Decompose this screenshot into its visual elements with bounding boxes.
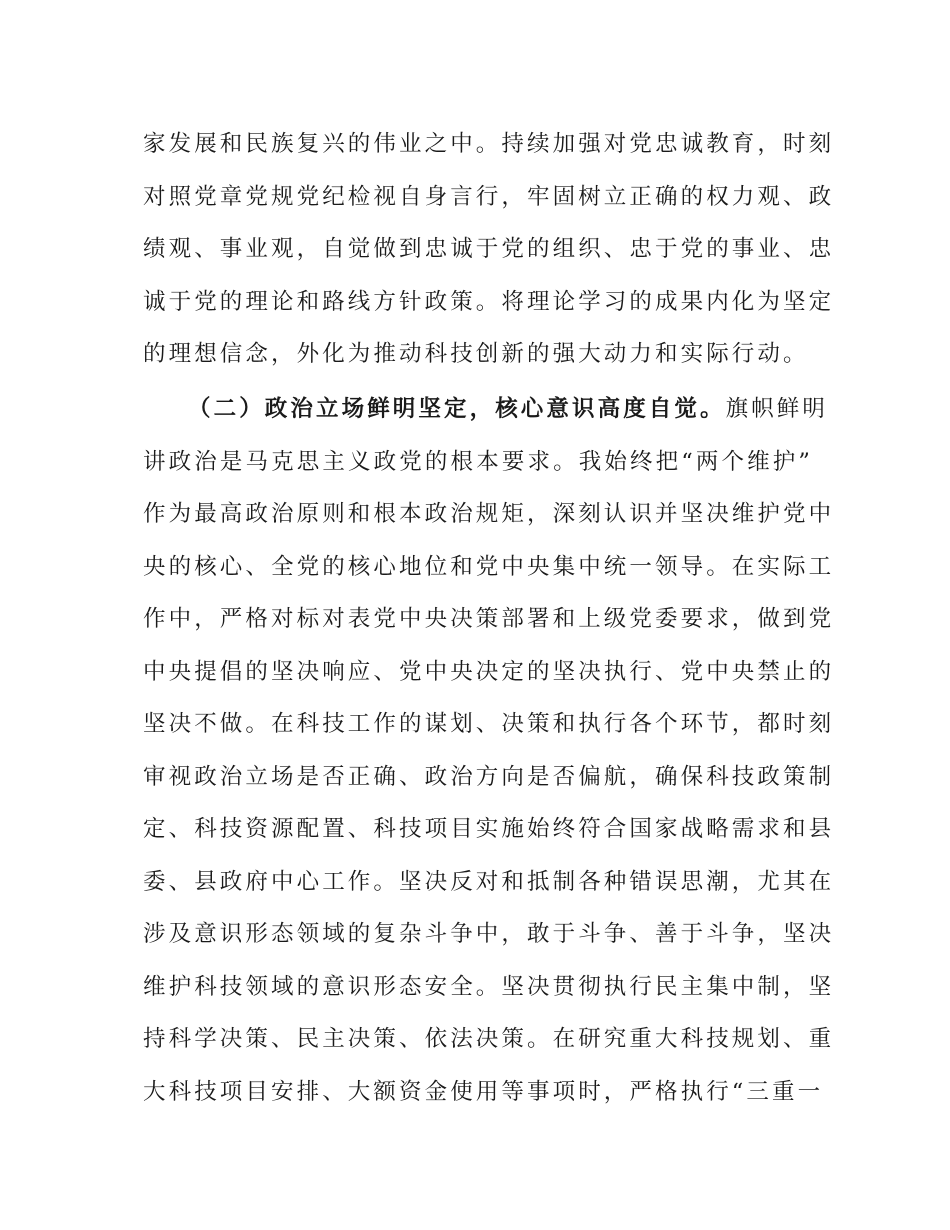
paragraph-line: 对照党章党规党纪检视自身言行，牢固树立正确的权力观、政 (143, 183, 835, 210)
paragraph-continuation (143, 118, 835, 381)
paragraph-line: 审视政治立场是否正确、政治方向是否偏航，确保科技政策制 (143, 763, 835, 790)
section-heading: （二）政治立场鲜明坚定，核心意识高度自觉。 (188, 396, 726, 422)
paragraph-line: 作中，严格对标对表党中央决策部署和上级党委要求，做到党 (143, 606, 835, 632)
paragraph-line: 中央提倡的坚决响应、党中央决定的坚决执行、党中央禁止的 (143, 658, 835, 685)
paragraph-line: 定、科技资源配置、科技项目实施始终符合国家战略需求和县 (143, 816, 835, 842)
paragraph-line: 绩观、事业观，自觉做到忠诚于党的组织、忠于党的事业、忠 (143, 236, 835, 262)
paragraph-line: 讲政治是马克思主义政党的根本要求。我始终把“两个维护” (143, 448, 813, 475)
paragraph-line: 涉及意识形态领域的复杂斗争中，敢于斗争、善于斗争，坚决 (143, 921, 835, 947)
paragraph-line: 的理想信念，外化为推动科技创新的强大动力和实际行动。 (143, 341, 809, 367)
paragraph-line-start: 旗帜鲜明 (725, 396, 829, 422)
paragraph-line: 诚于党的理论和路线方针政策。将理论学习的成果内化为坚定 (143, 288, 835, 315)
paragraph-line: 委、县政府中心工作。坚决反对和抵制各种错误思潮，尤其在 (143, 868, 835, 895)
paragraph-line: 维护科技领域的意识形态安全。坚决贯彻执行民主集中制，坚 (143, 973, 835, 1000)
paragraph-line: 央的核心、全党的核心地位和党中央集中统一领导。在实际工 (143, 553, 835, 580)
paragraph-line: 持科学决策、民主决策、依法决策。在研究重大科技规划、重 (143, 1026, 835, 1052)
paragraph-line: 家发展和民族复兴的伟业之中。持续加强对党忠诚教育，时刻 (143, 131, 835, 157)
paragraph-line: 大科技项目安排、大额资金使用等事项时，严格执行“三重一 (143, 1078, 824, 1105)
paragraph-line: 作为最高政治原则和根本政治规矩，深刻认识并坚决维护党中 (143, 501, 835, 527)
paragraph-line: 坚决不做。在科技工作的谋划、决策和执行各个环节，都时刻 (143, 711, 835, 737)
paragraph-political-stance (143, 383, 835, 1118)
paragraph-first-line (143, 383, 829, 436)
